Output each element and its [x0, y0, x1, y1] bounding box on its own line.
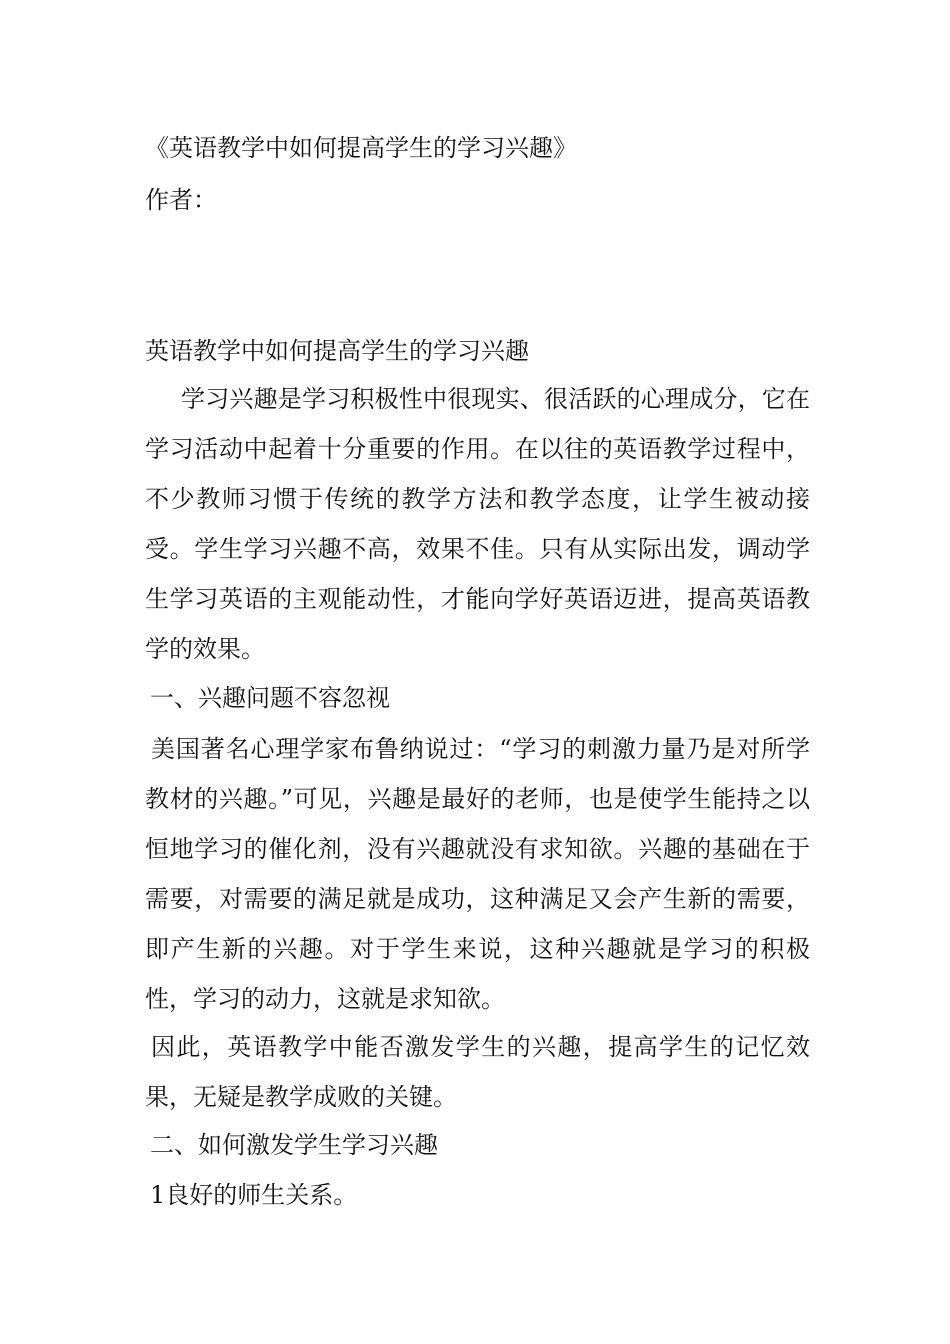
section2-heading: 二、如何激发学生学习兴趣: [150, 1131, 438, 1159]
section1-heading: 一、兴趣问题不容忽视: [150, 684, 390, 712]
document-title: 《英语教学中如何提高学生的学习兴趣》: [145, 134, 577, 162]
section1-paragraph-1: 美国著名心理学家布鲁纳说过：“学习的刺激力量乃是对所学教材的兴趣。”可见，兴趣是最好的老师，也是使学生能持之以恒地学习的催化剂，没有兴趣就没有求知欲。兴趣的基础在于需要，对需要的满足就是成功，这种满足又会产生新的需要，即产生新的兴趣。对于学生来说，这种兴趣就是学习的积极性，学习的动力，这就是求知欲。: [145, 735, 810, 1013]
section1-paragraph-2: 因此，英语教学中能否激发学生的兴趣，提高学生的记忆效果，无疑是教学成败的关键。: [145, 1033, 810, 1111]
section2-item-1: 1良好的师生关系。: [150, 1181, 358, 1209]
intro-paragraph: 学习兴趣是学习积极性中很现实、很活跃的心理成分，它在学习活动中起着十分重要的作用。在以往的英语教学过程中，不少教师习惯于传统的教学方法和教学态度，让学生被动接受。学生学习兴趣不高，效果不佳。只有从实际出发，调动学生学习英语的主观能动性，才能向学好英语迈进，提高英语教学的效果。: [145, 385, 810, 663]
author-label: 作者：: [145, 186, 217, 214]
document-subtitle: 英语教学中如何提高学生的学习兴趣: [145, 337, 529, 365]
